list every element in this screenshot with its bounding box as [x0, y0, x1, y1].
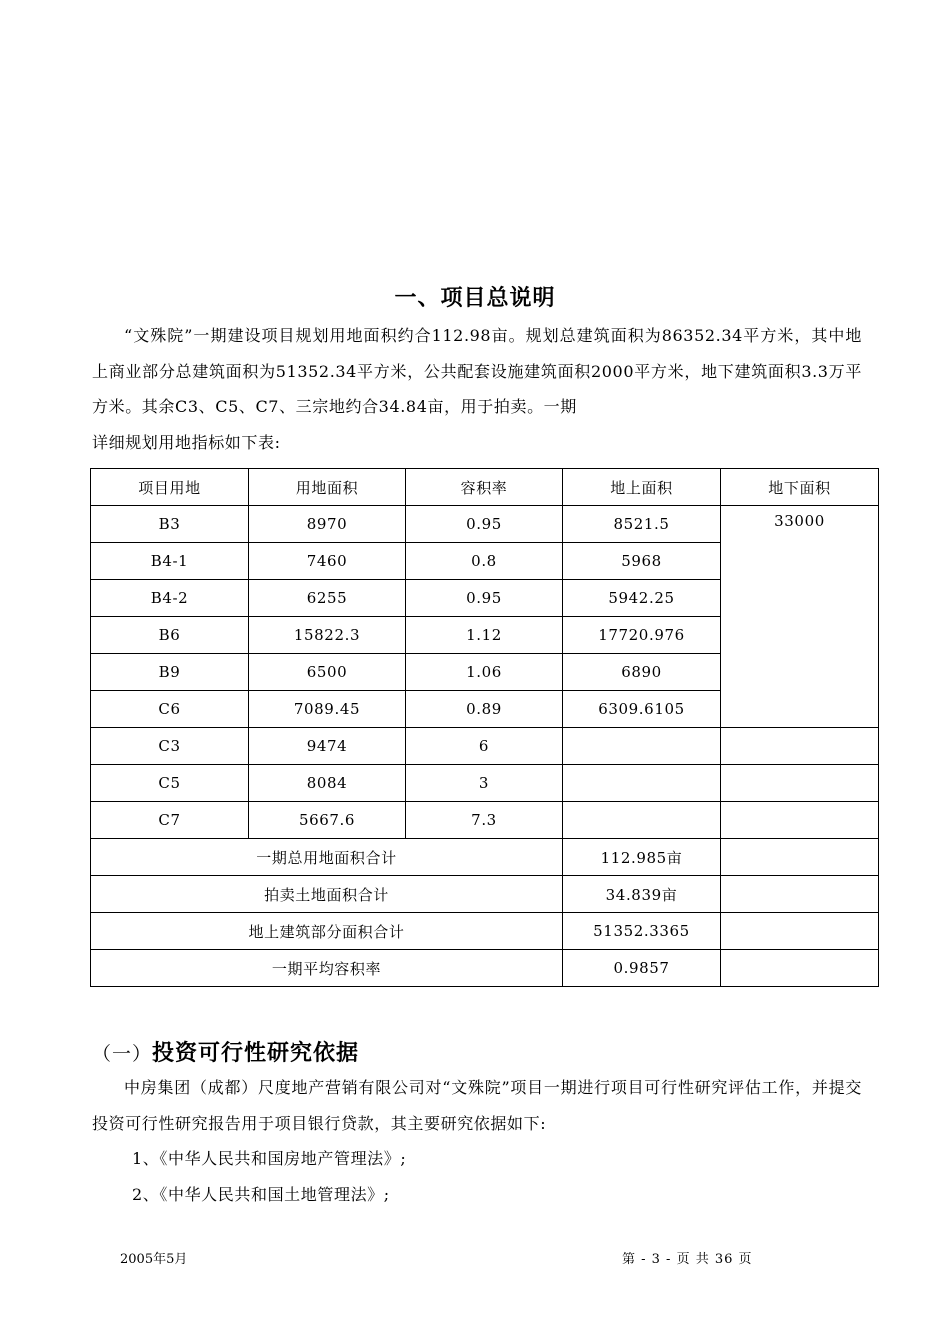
cell-area: 8970	[249, 506, 406, 543]
cell-plot: B6	[91, 617, 249, 654]
total-value: 112.985亩	[563, 839, 721, 876]
cell-far: 3	[406, 765, 563, 802]
cell-area: 7089.45	[249, 691, 406, 728]
page-title: 一、项目总说明	[394, 285, 556, 311]
header-far: 容积率	[406, 469, 563, 506]
cell-underground	[721, 802, 879, 839]
cell-area: 8084	[249, 765, 406, 802]
cell-far: 1.12	[406, 617, 563, 654]
cell-far: 7.3	[406, 802, 563, 839]
cell-plot: C5	[91, 765, 249, 802]
section-title: 投资可行性研究依据	[152, 1040, 360, 1066]
section-number: （一）	[92, 1043, 153, 1065]
header-underground: 地下面积	[721, 469, 879, 506]
cell-above: 5942.25	[563, 580, 721, 617]
header-above-ground: 地上面积	[563, 469, 721, 506]
cell-plot: B3	[91, 506, 249, 543]
header-area: 用地面积	[249, 469, 406, 506]
cell-above: 6309.6105	[563, 691, 721, 728]
total-value: 34.839亩	[563, 876, 721, 913]
cell-area: 7460	[249, 543, 406, 580]
cell-plot: B4-1	[91, 543, 249, 580]
cell-far: 1.06	[406, 654, 563, 691]
intro-paragraph: “文殊院”一期建设项目规划用地面积约合112.98亩。规划总建筑面积为86352.34平方米，其中地上商业部分总建筑面积为51352.34平方米，公共配套设施建筑面积2000平方米，地下建筑面积3.3万平方米。其余C3、C5、C7、三宗地约合34.84亩，用于拍卖。一期	[92, 326, 862, 416]
cell-area: 5667.6	[249, 802, 406, 839]
intro-paragraph-line2: 详细规划用地指标如下表:	[92, 432, 281, 452]
cell-far: 0.8	[406, 543, 563, 580]
cell-above: 17720.976	[563, 617, 721, 654]
table-row	[91, 765, 879, 802]
total-value: 0.9857	[563, 950, 721, 987]
cell-plot: B9	[91, 654, 249, 691]
cell-above: 6890	[563, 654, 721, 691]
total-row	[91, 839, 879, 876]
cell-plot: B4-2	[91, 580, 249, 617]
cell-plot: C7	[91, 802, 249, 839]
cell-above: 8521.5	[563, 506, 721, 543]
cell-underground	[721, 913, 879, 950]
cell-underground	[721, 765, 879, 802]
table-row	[91, 506, 879, 543]
total-label: 一期总用地面积合计	[91, 839, 563, 876]
section-heading	[92, 1036, 359, 1067]
total-label: 地上建筑部分面积合计	[91, 913, 563, 950]
basis-section	[92, 1070, 862, 1212]
list-item: 1、《中华人民共和国房地产管理法》;	[132, 1149, 407, 1168]
total-label: 拍卖土地面积合计	[91, 876, 563, 913]
table-row	[91, 802, 879, 839]
cell-underground-merged: 33000	[721, 506, 879, 728]
total-row	[91, 913, 879, 950]
cell-above	[563, 728, 721, 765]
total-label: 一期平均容积率	[91, 950, 563, 987]
basis-paragraph: 中房集团（成都）尺度地产营销有限公司对“文殊院”项目一期进行项目可行性研究评估工作，并提交投资可行性研究报告用于项目银行贷款，其主要研究依据如下:	[92, 1078, 862, 1133]
cell-area: 15822.3	[249, 617, 406, 654]
cell-underground	[721, 876, 879, 913]
total-row	[91, 876, 879, 913]
cell-far: 0.95	[406, 580, 563, 617]
table-row	[91, 728, 879, 765]
header-plot: 项目用地	[91, 469, 249, 506]
intro-section	[92, 318, 862, 460]
land-use-table	[90, 468, 879, 987]
cell-above	[563, 765, 721, 802]
footer-date: 2005年5月	[120, 1252, 188, 1267]
cell-underground	[721, 950, 879, 987]
cell-underground	[721, 839, 879, 876]
cell-above: 5968	[563, 543, 721, 580]
cell-area: 6500	[249, 654, 406, 691]
cell-above	[563, 802, 721, 839]
cell-far: 0.89	[406, 691, 563, 728]
cell-far: 6	[406, 728, 563, 765]
footer-page-number: 第 - 3 - 页 共 36 页	[622, 1252, 753, 1267]
cell-plot: C3	[91, 728, 249, 765]
list-item: 2、《中华人民共和国土地管理法》;	[132, 1184, 390, 1204]
cell-plot: C6	[91, 691, 249, 728]
cell-underground	[721, 728, 879, 765]
total-row	[91, 950, 879, 987]
cell-area: 9474	[249, 728, 406, 765]
total-value: 51352.3365	[563, 913, 721, 950]
cell-area: 6255	[249, 580, 406, 617]
cell-far: 0.95	[406, 506, 563, 543]
table-header-row	[91, 469, 879, 506]
